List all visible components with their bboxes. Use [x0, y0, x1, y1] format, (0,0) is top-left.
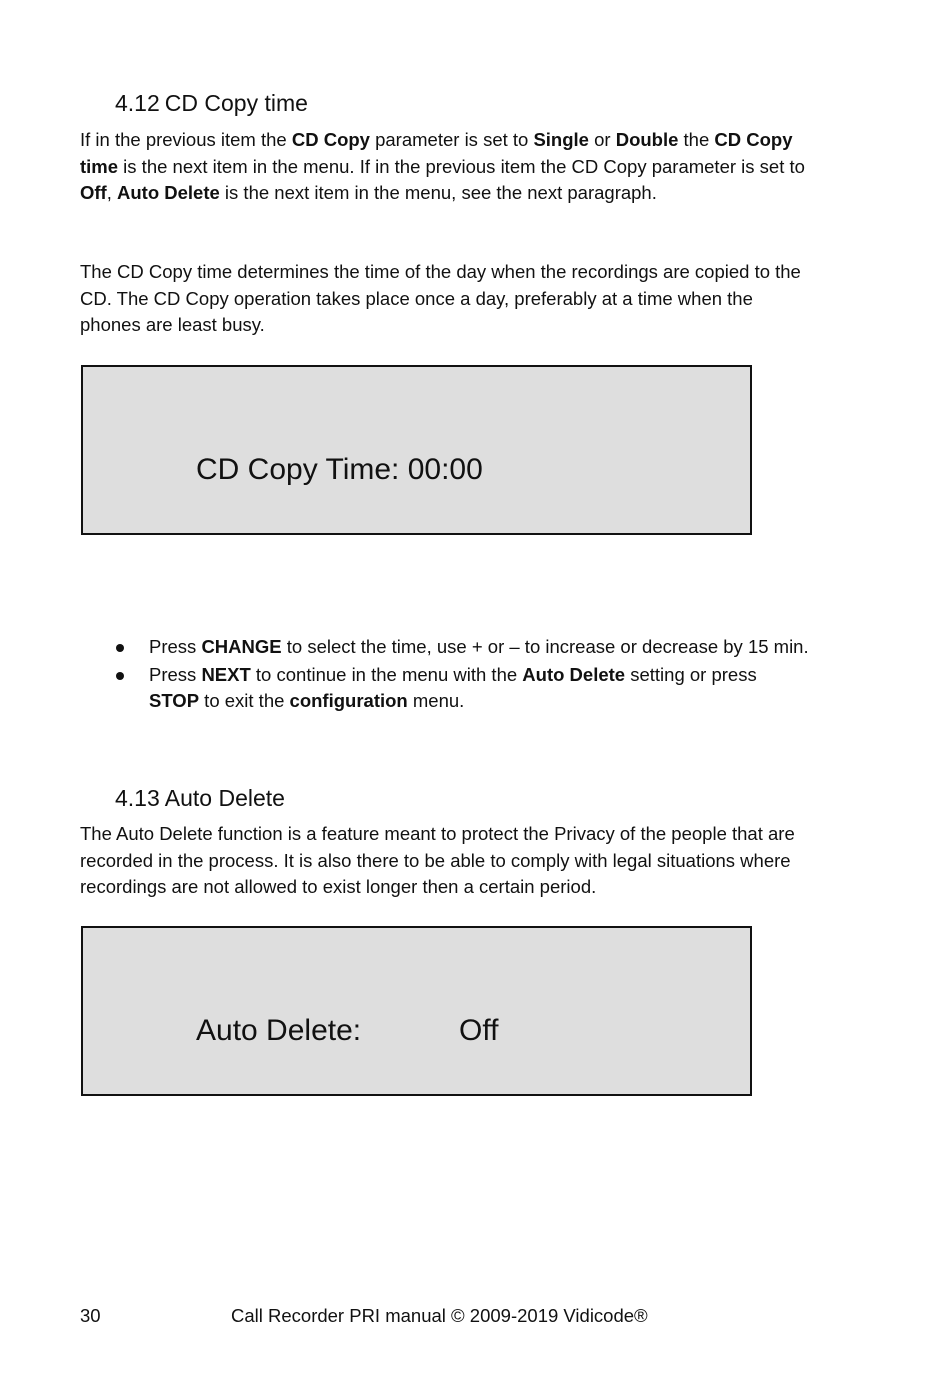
text-run: , — [106, 182, 117, 203]
text-run: parameter is set to — [369, 129, 534, 150]
text-run: to continue in the menu with the — [250, 663, 523, 685]
text-run: setting or press — [625, 663, 757, 685]
section-title: CD Copy time — [164, 90, 308, 116]
bold-term: Single — [533, 129, 589, 150]
text-run: the — [678, 129, 715, 150]
intro-paragraph — [80, 127, 810, 207]
list-item — [80, 634, 810, 661]
section-number: 4.12 — [115, 90, 160, 116]
text-run: or — [588, 129, 616, 150]
instruction-list — [80, 634, 810, 716]
text-run: to select the time, use + or – to increase or decrease by 15 min. — [281, 636, 809, 657]
bold-term: NEXT — [201, 663, 251, 685]
bold-term: CD Copy time — [80, 129, 793, 177]
bold-term: configuration — [289, 690, 408, 711]
cd-copy-time-display — [81, 365, 752, 535]
bold-term: Auto Delete — [522, 663, 626, 685]
text-run: Press — [149, 663, 202, 685]
bullet-icon — [116, 644, 124, 652]
bold-term: Auto Delete — [117, 182, 220, 203]
bold-term: CHANGE — [201, 636, 282, 657]
text-run: If in the previous item the — [80, 129, 292, 150]
bold-term: Off — [80, 182, 107, 203]
section-title: Auto Delete — [164, 785, 285, 811]
footer-text: Call Recorder PRI manual © 2009-2019 Vidicode® — [231, 1305, 648, 1326]
display-label: Auto Delete: — [196, 1014, 362, 1047]
bold-term: STOP — [149, 690, 200, 711]
description-paragraph: The CD Copy time determines the time of the day when the recordings are copied to the CD. The CD Copy operation takes place once a day, preferably at a time when the phones are least busy. — [80, 261, 801, 335]
text-run: Press — [149, 636, 202, 657]
text-run: is the next item in the menu. If in the previous item the CD Copy parameter is set to — [118, 155, 805, 177]
text-run: is the next item in the menu, see the next paragraph. — [219, 182, 657, 203]
bold-term: Double — [615, 129, 679, 150]
display-value: Off — [459, 1014, 499, 1047]
text-run: to exit the — [199, 690, 290, 711]
text-run: menu. — [407, 690, 465, 711]
section-number: 4.13 — [115, 785, 160, 811]
display-text: CD Copy Time: 00:00 — [196, 453, 483, 486]
page-number: 30 — [80, 1305, 101, 1326]
auto-delete-display — [81, 926, 752, 1096]
auto-delete-paragraph: The Auto Delete function is a feature meant to protect the Privacy of the people that are recorded in the process. It is also there to be able to comply with legal situations where recordings are not allowed to exist longer then a certain period. — [80, 823, 795, 897]
section-heading-4-12 — [115, 88, 308, 118]
bullet-icon — [116, 672, 124, 680]
bold-term: CD Copy — [291, 129, 370, 150]
section-heading-4-13 — [115, 783, 285, 813]
list-item — [80, 662, 810, 715]
